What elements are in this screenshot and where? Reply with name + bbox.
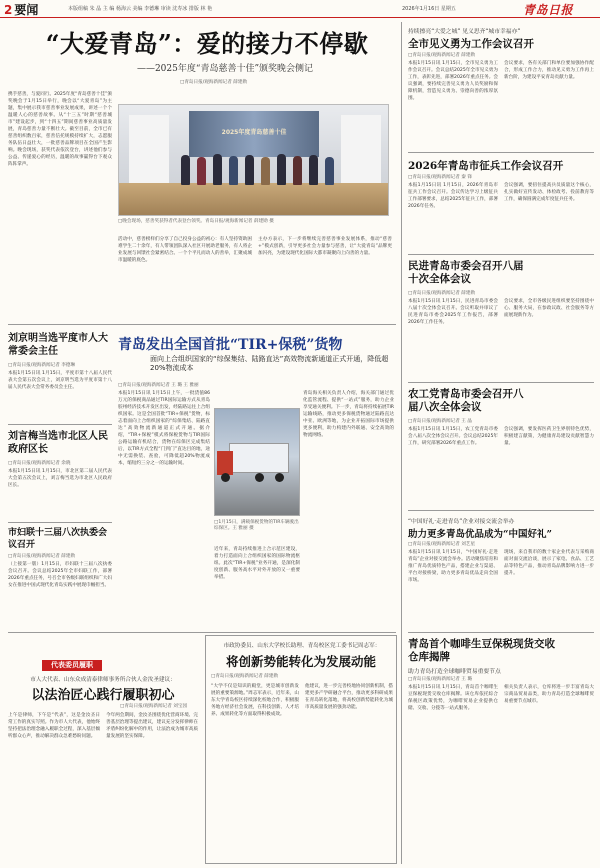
awardee-figure — [325, 157, 334, 185]
awardee-figure — [293, 156, 302, 185]
tir-truck-photo — [214, 408, 300, 516]
brief-divider — [8, 424, 112, 425]
right-b-byline: □青岛日报/观海新闻记者 秦 锋 — [408, 175, 472, 180]
delegate-body-2: 今年两会期间，金汝圣围绕优化营商环境、完善基层治理等提出建议，建议充分发挥律师在矛盾纠纷化解中的作用，让法治成为城市高质量发展的坚实保障。 — [106, 713, 198, 739]
right-c-byline: □青岛日报/观海新闻记者 薛建勋 — [408, 291, 476, 296]
right-c-body-1: 本报1月15日讯 1月15日，民进青岛市委会八届十次全体会议召开。会议听取并审议了民进青岛市委会2025年工作报告，部署2026年工作任务。 — [408, 299, 498, 325]
masthead — [0, 0, 600, 18]
right-divider — [408, 382, 594, 383]
right-a-title: 全市见义勇为工作会议召开 — [408, 38, 534, 50]
lead-subtitle: ——2025年度“青岛慈善十佳”颁奖晚会侧记 — [136, 64, 314, 74]
stage-pillar-right — [341, 115, 381, 185]
right-divider — [408, 632, 594, 633]
tir-bottom-rule — [8, 632, 396, 633]
awardee-figure — [181, 155, 190, 185]
right-c-title: 民进青岛市委会召开八届十次全体会议 — [408, 260, 524, 285]
right-column-divider — [401, 22, 402, 864]
awardee-figure — [261, 157, 270, 185]
delegate-body-1: 上午是律师，下午是“代表”，这是金汝圣日常工作的真实写照。作为市人大代表，他始终坚持把法治理念融入履职全过程，深入基层倾听群众心声，推动解决群众急难愁盼问题。 — [8, 713, 100, 739]
right-e-body-2: 现场，来自我市的数十家企业代表与采购商面对面交流洽谈，展示了家电、食品、工艺品等特色产品，推动青岛品牌影响力进一步提升。 — [504, 550, 594, 576]
right-b-title: 2026年青岛市征兵工作会议召开 — [408, 160, 564, 172]
awardee-figure — [309, 155, 318, 185]
truck-wheel — [255, 473, 264, 482]
right-e-body-1: 本报1月15日讯 1月15日，“中国好礼·走进青岛”企业对接交流会举办。活动聚焦培育和推广青岛优质特色产品，搭建企业与渠道、平台对接桥梁，助力更多青岛优品走向全国市场。 — [408, 550, 498, 583]
right-e-byline: □青岛日报/观海新闻记者 刘艺星 — [408, 542, 476, 547]
editor-line: 本版组稿 朱 晶 主 编 杨海云 美编 李德琳 审读 沈寿冰 排版 林 艳 — [68, 6, 213, 12]
tir-byline: □青岛日报/观海新闻记者 王 璐 王 雅丽 — [118, 383, 199, 388]
brief-1-title: 刘京明当选平度市人大常委会主任 — [8, 333, 108, 357]
right-f-body-1: 本报1月15日讯 1月15日，青岛首个咖啡生豆保税现货交收仓库揭牌。该仓库依托综合保税区政策优势，为咖啡贸易企业提供仓储、交收、分拨等一站式服务。 — [408, 685, 498, 711]
delegate-title: 以法治匠心践行履职初心 — [31, 688, 175, 703]
right-divider — [408, 254, 594, 255]
lead-photo-caption: □晚会现场，慈善奖获得者代表登台领奖。青岛日报/观海新闻记者 薛建勋 摄 — [118, 219, 274, 224]
lead-headline: “大爱青岛”：爱的接力不停歇 — [45, 29, 369, 58]
tir-headline: 青岛发出全国首批“TIR+保税”货物 — [118, 337, 343, 353]
stage-floor — [119, 183, 389, 216]
brief-3-title: 市妇联十三届八次执委会议召开 — [8, 528, 108, 550]
truck-wheel — [275, 473, 284, 482]
truck-container — [229, 443, 289, 473]
right-b-body-1: 本报1月15日讯 1月15日，2026年青岛市征兵工作会议召开。会议传达学习上级征兵工作部署要求，总结2025年征兵工作，部署2026年任务。 — [408, 183, 498, 209]
brief-1-body: 本报1月15日讯 1月15日，平度市第十八届人民代表大会第五次会议上，刘京明当选为平度市第十八届人民代表大会常务委员会主任。 — [8, 371, 112, 390]
lead-body-col-c: 主办方表示，下一步将继续完善慈善事业发展体系，推动“慈善+”模式创新，引导更多社会力量参与慈善，让“大爱青岛”品牌更加闪亮，为建设现代化国际大都市凝聚向上向善的力量。 — [258, 237, 392, 256]
right-d-byline: □青岛日报/观海新闻记者 王 晶 — [408, 419, 472, 424]
awardee-figure — [245, 155, 254, 185]
committee-body-1: “大学不仅是知识的殿堂，更是城市创新发展的重要策源地。”周志军表示，近年来，山东大学青岛校区持续深化校地合作，积极服务地方经济社会发展，在科技创新、人才培养、成果转化等方面取得积极成效。 — [211, 684, 299, 717]
right-f-body-2: 相关负责人表示，仓库将进一步丰富青岛大宗商品贸易品类，助力青岛打造全球咖啡贸易重要节点城市。 — [504, 685, 594, 704]
truck-cab — [217, 451, 233, 475]
committee-title: 将创新势能转化为发展动能 — [225, 654, 376, 669]
right-a-kicker: 持续擦亮“大爱之城” 见义思齐“城市幸福亦” — [408, 29, 521, 35]
lead-bottom-rule — [8, 324, 396, 325]
brief-2-byline: □青岛日报/观海新闻记者 余晓 — [8, 461, 71, 466]
stage-pillar-left — [129, 115, 169, 185]
delegate-byline: □青岛日报/观海新闻记者 刘宝园 — [120, 704, 188, 709]
brief-2-body: 本报1月15日讯 1月15日，市北区第二届人民代表大会第五次会议上，刘言梅当选为市北区人民政府区长。 — [8, 469, 112, 488]
right-c-body-2: 会议要求，全市各级民进组织要坚持围绕中心、服务大局，在参政议政、社会服务等方面展现新作为。 — [504, 299, 594, 318]
stage-screen-text: 2025年度青岛慈善十佳 — [221, 129, 287, 136]
tir-body-col-mid: 近年来，青岛持续推进上合示范区建设，着力打造面向上合组织国家的国际物流枢纽。此次“TIR+保税”业务开通，是深化制度创新、服务高水平对外开放的又一重要举措。 — [214, 547, 300, 580]
truck-wheel — [221, 473, 230, 482]
section-tag: 代表委员履职 — [42, 660, 102, 671]
right-divider — [408, 510, 594, 511]
tir-body-col-1: 本报1月15日讯 1月15日上午，一批货值86万元的保税商品通过TIR国际运输方式从青岛胶州经济技术开发区出发，经陆路运往上合组织国家。这是全国首批“TIR+保税”货物，标志着面向上合组织国家的“综保集结、陆路直达”高效物流新通道正式开通。据介绍，“TIR+保税”模式将保税货物与TIR国际公路运输有机结合，货物在综保区完成集结后，以TIR方式全程“门到门”直达目的地，途中无需换装、查验，可降低超20%物流成本，缩短约三分之一的运输时间。 — [118, 391, 210, 466]
right-d-body-1: 本报1月15日讯 1月15日，农工党青岛市委会八届八次全体会议召开。会议总结2025年工作，研究部署2026年重点工作。 — [408, 427, 498, 446]
right-e-title: 助力更多青岛优品成为“中国好礼” — [408, 529, 552, 540]
tir-subtitle: 面向上合组织国家的“综保集结、陆路直达”高效物流新通道正式开通，降低超20%物流成本 — [150, 355, 389, 372]
page-number-digit: 2 — [4, 3, 13, 17]
committee-byline: □青岛日报/观海新闻记者 薛建勋 — [211, 674, 279, 679]
brief-3-byline: □青岛日报/观海新闻记者 薛建勋 — [8, 554, 76, 559]
newspaper-logo: 青岛日报 — [523, 3, 574, 17]
brief-3-body: （上接第一版）1月15日，市妇联十三届八次执委会议召开。会议总结2025年全市妇联工作，部署2026年重点任务，号召全市各级妇联组织和广大妇女在推进中国式现代化青岛实践中展现巾帼担当。 — [8, 562, 112, 588]
lead-byline: □青岛日报/观海新闻记者 薛建勋 — [180, 80, 248, 85]
right-f-title: 青岛首个咖啡生豆保税现货交收仓库揭牌 — [408, 638, 555, 663]
committee-body-2: 他建议，进一步完善校地协同创新机制，搭建更多产学研融合平台，推动更多科研成果在青岛转化落地，将高校创新势能转化为城市高质量发展的强劲动能。 — [305, 684, 393, 710]
tir-body-col-2: 青岛海关相关负责人介绍，海关部门通过优化监管流程、提供“一站式”服务，助力企业享受通关便利。下一步，青岛将持续拓展TIR运输线路，推动更多保税货物通过陆路直达中亚、欧洲等地，为企业开拓国际市场提供更多便利，助力构建内外联通、安全高效的物流网络。 — [303, 391, 394, 438]
lead-body-col-b: 活动中，慈善榜样们分享了自己投身公益的初心：有人坚持资助困难学生二十余年，有人带领团队深入社区开展助老服务，有人将企业发展与回馈社会紧密结合。一个个平凡而动人的善举，汇聚成城市温暖的底色。 — [118, 237, 252, 263]
awardee-figure — [197, 157, 206, 185]
brief-1-byline: □青岛日报/观海新闻记者 李德琳 — [8, 363, 76, 368]
awardee-figure — [229, 156, 238, 185]
right-divider — [408, 152, 594, 153]
awardee-figure — [277, 154, 286, 185]
brief-divider — [8, 522, 112, 523]
right-a-body-1: 本报1月15日讯 1月15日，全市见义勇为工作会议召开。会议总结2025年全市见义勇为工作，表彰先进，部署2026年重点任务。会议强调，要持续完善见义勇为人员奖励和保障机制，营造见义勇为、崇德向善的浓厚氛围。 — [408, 61, 498, 101]
delegate-kicker: 市人大代表、山东众成清泰律师事务所合伙人金汝圣建议： — [30, 677, 176, 683]
right-d-title: 农工党青岛市委会召开八届八次全体会议 — [408, 388, 524, 413]
awardee-figure — [213, 154, 222, 185]
lead-body-col-a: 携手慈善，与爱同行。2025年度“青岛慈善十佳”颁奖晚会于1月15日举行，晚会以“大爱青岛”为主题，集中展示我市慈善事业发展成果，讲述一个个温暖人心的慈善故事。从“十三五”时期“慈善城市”建设起步，到“十四五”期间慈善事业高质量发展，青岛慈善力量不断壮大。截至目前，全市已有慈善组织数百家，慈善信托规模持续扩大，志愿服务队伍日益壮大，一批慈善品牌项目在全国产生影响。晚会现场，获奖代表依次登台，讲述他们参与公益、传递爱心的经历，温暖的故事赢得台下观众阵阵掌声。 — [8, 92, 112, 167]
right-a-byline: □青岛日报/观海新闻记者 薛建勋 — [408, 53, 476, 58]
right-b-body-2: 会议强调，要扭住提高兵员质量这个核心，扎实做好宣传发动、体检政考、役前教育等工作，确保圆满完成年度征兵任务。 — [504, 183, 594, 202]
right-a-body-2: 会议要求，各有关部门和单位要加强协作配合，形成工作合力，推动见义勇为工作再上新台阶，为建设平安青岛贡献力量。 — [504, 61, 594, 80]
right-e-kicker: “中国好礼·走进青岛”企业对接交流会举办 — [408, 519, 515, 525]
committee-kicker: 市政协委员、山东大学校长助理、青岛校区党工委书记周志军： — [223, 643, 381, 649]
right-d-body-2: 会议强调，要发挥医药卫生界别特色优势，积极建言献策，为健康青岛建设贡献智慧力量。 — [504, 427, 594, 446]
right-f-subtitle: 助力青岛打造全球咖啡贸易重要节点 — [408, 669, 501, 675]
page-number — [4, 1, 38, 18]
right-f-byline: □青岛日报/观海新闻记者 王 璐 — [408, 677, 472, 682]
tir-photo-caption: □1月15日，满载保税货物的TIR车辆驶出综保区。王 雅丽 摄 — [214, 520, 299, 531]
lead-photo — [118, 104, 389, 216]
date-line: 2026年1月16日 星期五 — [402, 6, 456, 12]
section-name: 要闻 — [14, 3, 39, 17]
brief-2-title: 刘言梅当选市北区人民政府区长 — [8, 431, 108, 455]
